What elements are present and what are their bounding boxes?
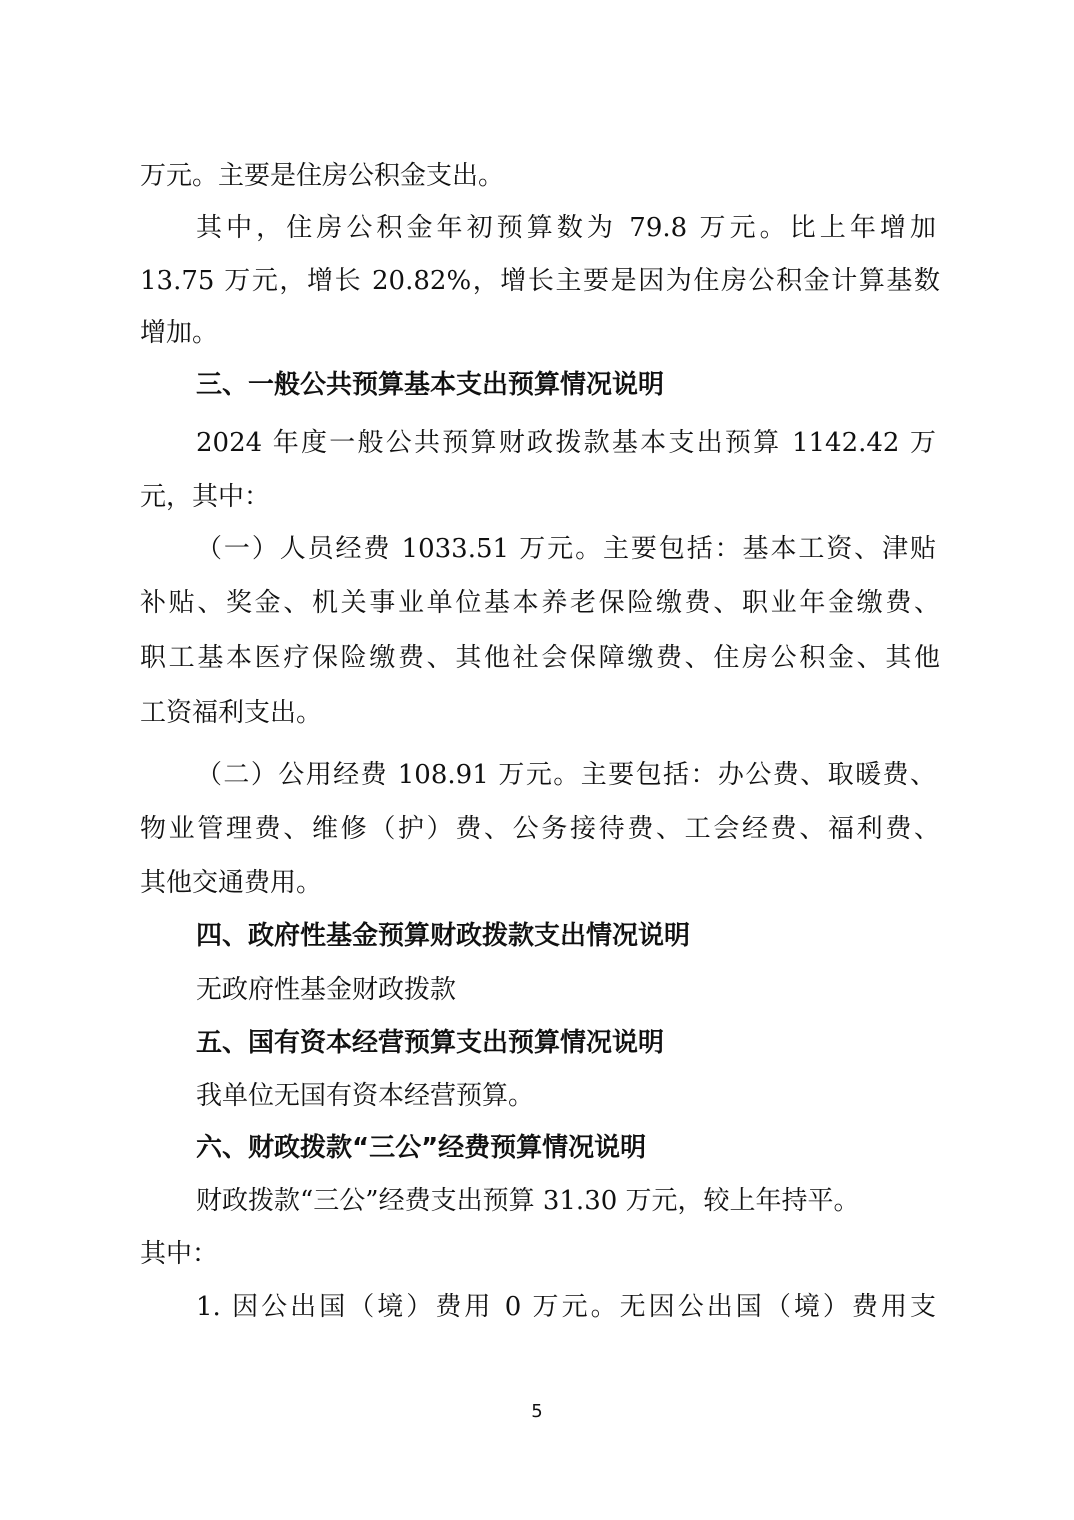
text-line: 其中： <box>140 1239 219 1269</box>
text-line: 1. 因公出国（境）费用 0 万元。无因公出国（境）费用支 <box>196 1292 936 1322</box>
text-line: 工资福利支出。 <box>140 698 323 728</box>
text-line: （一）人员经费 1033.51 万元。主要包括：基本工资、津贴 <box>196 534 936 564</box>
text-line: 增加。 <box>140 318 219 348</box>
section-heading: 五、国有资本经营预算支出预算情况说明 <box>196 1028 665 1058</box>
text-line: 我单位无国有资本经营预算。 <box>196 1081 535 1111</box>
text-line: （二）公用经费 108.91 万元。主要包括：办公费、取暖费、 <box>196 760 936 790</box>
text-line: 职工基本医疗保险缴费、其他社会保障缴费、住房公积金、其他 <box>140 643 940 673</box>
text-line: 其中，住房公积金年初预算数为 79.8 万元。比上年增加 <box>196 213 936 243</box>
text-line: 其他交通费用。 <box>140 868 323 898</box>
text-line: 万元。主要是住房公积金支出。 <box>140 161 505 191</box>
text-line: 2024 年度一般公共预算财政拨款基本支出预算 1142.42 万 <box>196 428 936 458</box>
section-heading: 四、政府性基金预算财政拨款支出情况说明 <box>196 921 691 951</box>
text-line: 财政拨款“三公”经费支出预算 31.30 万元，较上年持平。 <box>196 1186 860 1216</box>
page-number: 5 <box>531 1401 543 1422</box>
text-line: 元，其中： <box>140 482 271 512</box>
text-line: 物业管理费、维修（护）费、公务接待费、工会经费、福利费、 <box>140 814 940 844</box>
text-line: 补贴、奖金、机关事业单位基本养老保险缴费、职业年金缴费、 <box>140 588 940 618</box>
text-line: 无政府性基金财政拨款 <box>196 975 457 1005</box>
section-heading: 三、一般公共预算基本支出预算情况说明 <box>196 370 665 400</box>
text-line: 13.75 万元，增长 20.82%，增长主要是因为住房公积金计算基数 <box>140 266 940 296</box>
section-heading: 六、财政拨款“三公”经费预算情况说明 <box>196 1133 647 1163</box>
